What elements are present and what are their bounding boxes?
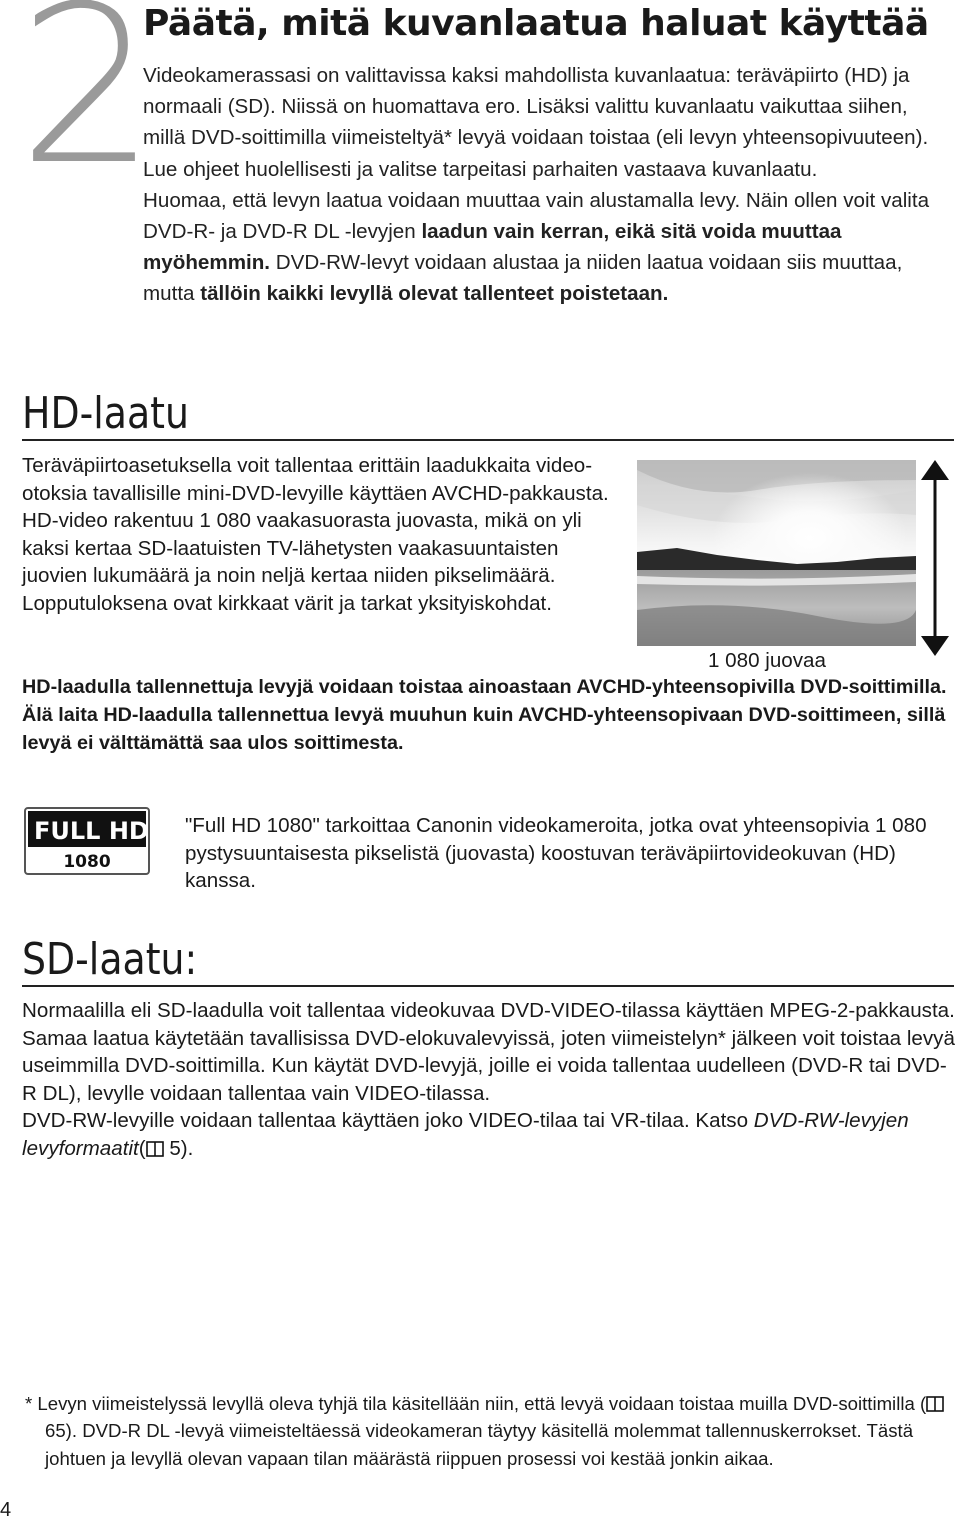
page-title: Päätä, mitä kuvanlaatua haluat käyttää [143,3,929,44]
sd-p2-paren: ( [138,1136,146,1160]
sd-p2-page-ref: 5). [163,1136,194,1160]
intro-text [143,60,955,310]
sd-section-divider [22,985,954,987]
image-caption: 1 080 juovaa [708,649,826,672]
page-number: 4 [0,1499,12,1521]
sd-p2-text: DVD-RW-levyille voidaan tallentaa käyttäen joko VIDEO-tilaa tai VR-tilaa. Katso [22,1109,754,1133]
intro-p2-bold-a: laadun vain kerran, eikä sitä voida muuttaa myöhemmin. [143,220,842,275]
full-hd-1080-logo [24,807,150,875]
footnote-page-ref: 65). [45,1420,78,1442]
full-hd-description: "Full HD 1080" tarkoittaa Canonin videokameroita, jotka ovat yhteensopivia 1 080 pystysuuntaisesta pikselistä (juovasta) koostuvan teräväpiirtovideokuvan (HD) kanssa. [185,814,927,893]
logo-top-text: FULL HD [34,817,149,845]
intro-paragraph-2 [143,185,955,310]
hd-warning-text: HD-laadulla tallennettuja levyjä voidaan toistaa ainoastaan AVCHD-yhteensopivilla DVD-soittimilla. Älä laita HD-laadulla tallennettua levyä muuhun kuin AVCHD-yhteensopivaan DVD-soittimeen, sillä levyä ei välttämättä saa ulos soittimesta. [22,676,947,754]
intro-paragraph-1: Videokamerassasi on valittavissa kaksi mahdollista kuvanlaatua: teräväpiirto (HD) ja normaali (SD). Niissä on huomattava ero. Lisäksi valittu kuvanlaatu vaikuttaa siihen, millä DVD-soittimilla viimeisteltyä* levyä voidaan toistaa (eli levyn yhteensopivuuteen). Lue ohjeet huolellisesti ja valitse tarpeitasi parhaiten vastaava kuvanlaatu. [143,64,929,181]
step-number: 2 [18,0,157,213]
intro-p2-text-a: Huomaa, että levyn laatua voidaan muuttaa vain alustamalla levy. Näin ollen voit valita DVD-R- ja DVD-R DL -levyjen [143,188,930,244]
hd-body-paragraph: Teräväpiirtoasetuksella voit tallentaa erittäin laadukkaita video-otoksia tavallisille mini-DVD-levyille käyttäen AVCHD-pakkausta. HD-video rakentuu 1 080 vaakasuorasta juovasta, mikä on yli kaksi kertaa SD-laatuisten TV-lähetysten vaakasuuntaisten juovien lukumäärä ja noin neljä kertaa niiden pikselimäärä. Lopputuloksena ovat kirkkaat värit ja tarkat yksityiskohdat. [22,454,609,615]
intro-p2-text-b: DVD-RW-levyt voidaan alustaa ja niiden laatua voidaan siis muuttaa, mutta [143,251,903,306]
hd-section-divider [22,439,954,441]
sunset-landscape-photo [637,460,916,646]
sd-paragraph-1: Normaalilla eli SD-laadulla voit tallentaa videokuvaa DVD-VIDEO-tilassa käyttäen MPEG-2-pakkausta. Samaa laatua käytetään tavallisissa DVD-elokuvalevyissä, joten viimeistelyn* jälkeen voit toistaa levyä useimmilla DVD-soittimilla. Kun käytät DVD-levyjä, joille ei voida tallentaa uudelleen (DVD-R tai DVD-R DL), levylle voidaan tallentaa vain VIDEO-tilassa. [22,999,955,1105]
sd-body-text [22,997,957,1163]
double-arrow-icon [920,460,950,656]
sd-section-heading: SD-laatu: [22,934,198,985]
hd-body-text [22,452,612,618]
hd-section-heading: HD-laatu [22,388,189,439]
book-icon [926,1396,944,1412]
logo-bottom-text: 1080 [63,852,111,872]
footnote-text-a: * Levyn viimeistelyssä levyllä oleva tyhjä tila käsitellään niin, että levyä voidaan toistaa muilla DVD-soittimilla ( [25,1393,927,1414]
book-icon [146,1141,164,1157]
footnote-text-b: DVD-R DL -levyä viimeisteltäessä videokameran täytyy käsitellä molemmat tallennuskerrokset. Tästä johtuen ja levyllä olevan vapaan tilan määrästä riippuen prosessi voi kestää jonkin aikaa. [45,1420,914,1469]
footnote [25,1390,945,1472]
intro-p2-bold-b: tällöin kaikki levyllä olevat tallenteet poistetaan. [200,282,669,306]
disc-format-reference-link[interactable]: DVD-RW-levyjen levyformaatit [22,1109,909,1160]
sd-paragraph-2 [22,1107,957,1162]
